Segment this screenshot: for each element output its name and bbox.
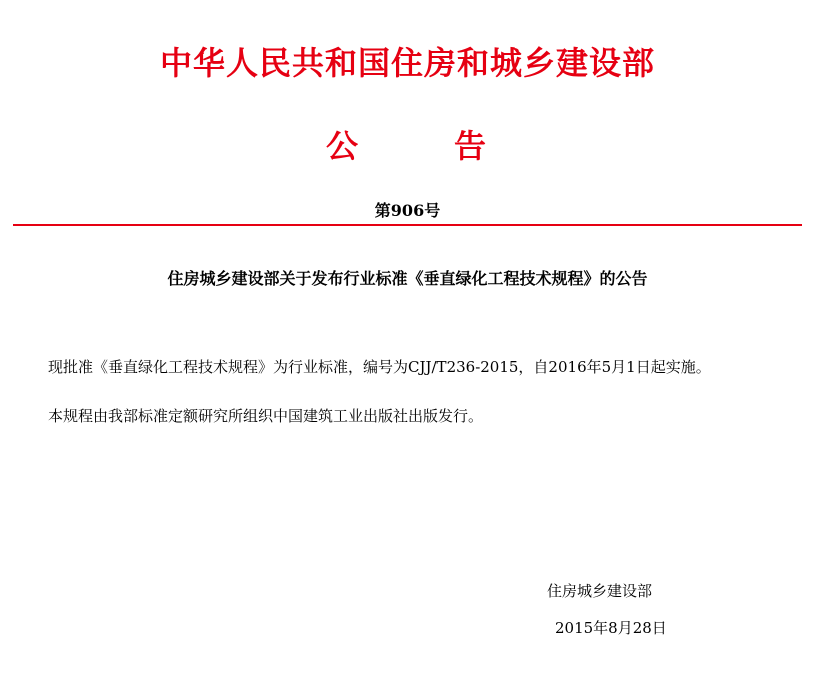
notice-heading <box>0 126 815 166</box>
notice-heading-char-2: 告 <box>454 127 487 165</box>
notice-heading-char-1: 公 <box>326 127 359 165</box>
red-divider-line <box>13 224 802 226</box>
signature-date: 2015年8月28日 <box>555 619 667 637</box>
body-paragraph-approval: 现批准《垂直绿化工程技术规程》为行业标准，编号为CJJ/T236-2015，自2016年5月1日起实施。 <box>48 358 711 376</box>
document-title: 住房城乡建设部关于发布行业标准《垂直绿化工程技术规程》的公告 <box>167 269 648 288</box>
document-number: 第906号 <box>374 201 441 220</box>
body-paragraph-publication: 本规程由我部标准定额研究所组织中国建筑工业出版社出版发行。 <box>48 407 484 425</box>
signature-organization: 住房城乡建设部 <box>547 582 653 600</box>
issuing-organization-header: 中华人民共和国住房和城乡建设部 <box>159 44 655 82</box>
